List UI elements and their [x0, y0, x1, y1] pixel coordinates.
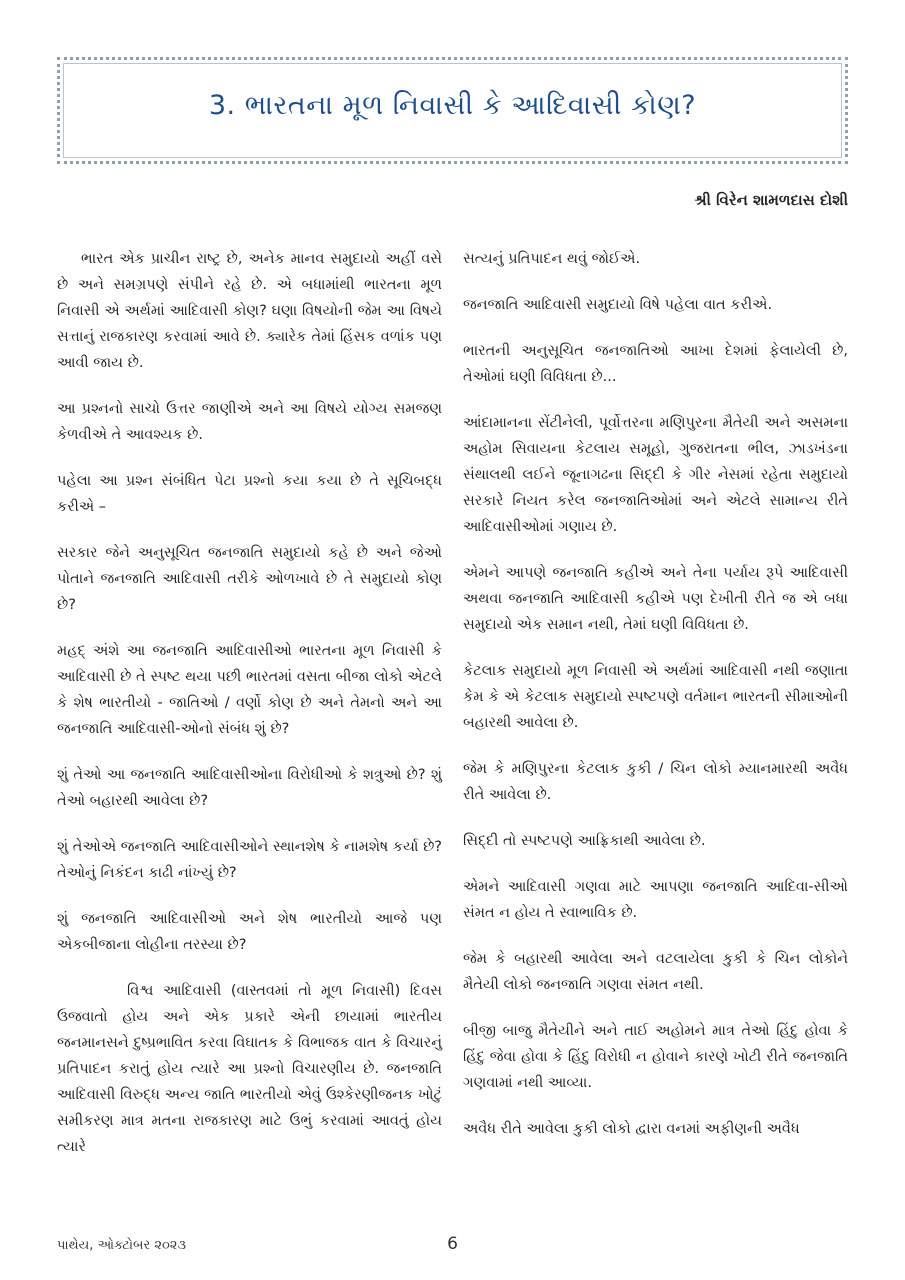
paragraph: કેટલાક સમુદાયો મૂળ નિવાસી એ અર્થમાં આદિવાસી નથી જણાતા કેમ કે એ કેટલાક સમુદાયો સ્પષ્ટપણે વર્તમાન ભારતની સીમાઓની બહારથી આવેલા છે. — [463, 663, 848, 731]
paragraph: શું જનજાતિ આદિવાસીઓ અને શેષ ભારતીયો આજે પણ એકબીજાના લોહીના તરસ્યા છે? — [57, 911, 442, 953]
paragraph: અવૈધ રીતે આવેલા કુકી લોકો દ્વારા વનમાં અફીણની અવૈધ — [463, 1121, 800, 1137]
paragraph: વિશ્વ આદિવાસી (વાસ્તવમાં તો મૂળ નિવાસી) દિવસ ઉજવાતો હોય અને એક પ્રકારે એની છાયામાં ભારતીય જનમાનસને દુષ્પ્રભાવિત કરવા વિઘાતક કે વિભાજક વાત કે વિચારનું પ્રતિપાદન કરાતું હોય ત્યારે આ પ્રશ્નો વિચારણીય છે. જનજાતિ આદિવાસી વિરુદ્ધ અન્ય જાતિ ભારતીયો એવું ઉશ્કેરણીજનક ખોટું સમીકરણ માત્ર મતના રાજકારણ માટે ઉભું કરવામાં આવતું હોય ત્યારે — [57, 983, 442, 1155]
page-number: 6 — [447, 1234, 458, 1254]
paragraph: સત્યનું પ્રતિપાદન થવું જોઈએ. — [463, 251, 641, 267]
paragraph: શું તેઓએ જનજાતિ આદિવાસીઓને સ્થાનશેષ કે નામશેષ કર્યા છે? તેઓનું નિકંદન કાઢી નાંખ્યું છે? — [57, 839, 442, 881]
paragraph: સિદ્દી તો સ્પષ્ટપણે આફ્રિકાથી આવેલા છે. — [463, 833, 706, 849]
paragraph: પહેલા આ પ્રશ્ન સંબંધિત પેટા પ્રશ્નો કયા કયા છે તે સૂચિબદ્ધ કરીએ – — [57, 473, 442, 515]
paragraph: એમને આપણે જનજાતિ કહીએ અને તેના પર્યાય રૂપે આદિવાસી અથવા જનજાતિ આદિવાસી કહીએ પણ દેખીતી રીતે જ એ બધા સમુદાયો એક સમાન નથી, તેમાં ઘણી વિવિધતા છે. — [463, 565, 848, 633]
paragraph: જેમ કે બહારથી આવેલા અને વટલાયેલા કુકી કે ચિન લોકોને મૈતેયી લોકો જનજાતિ ગણવા સંમત નથી. — [463, 951, 848, 993]
page-title: 3. ભારતના મૂળ નિવાસી કે આદિવાસી કોણ? — [208, 90, 697, 121]
paragraph: સરકાર જેને અનુસૂચિત જનજાતિ સમુદાયો કહે છે અને જેઓ પોતાને જનજાતિ આદિવાસી તરીકે ઓળખાવે છે તે સમુદાયો કોણ છે? — [57, 545, 442, 613]
author-name: શ્રી વિરેન શામળદાસ દોશી — [694, 191, 848, 209]
paragraph: ભારતની અનુસૂચિત જનજાતિઓ આખા દેશમાં ફેલાયેલી છે, તેઓમાં ઘણી વિવિધતા છે... — [463, 343, 848, 385]
title-box — [57, 57, 848, 164]
paragraph: જનજાતિ આદિવાસી સમુદાયો વિષે પહેલા વાત કરીએ. — [463, 297, 773, 313]
publication-footer: પાથેય, ઓક્ટોબર ૨૦૨૩ — [57, 1238, 187, 1253]
paragraph: મહદ્ અંશે આ જનજાતિ આદિવાસીઓ ભારતના મૂળ નિવાસી કે આદિવાસી છે તે સ્પષ્ટ થયા પછી ભારતમાં વસતા બીજા લોકો એટલે કે શેષ ભારતીયો - જાતિઓ / વર્ણો કોણ છે અને તેમનો અને આ જનજાતિ આદિવાસી-ઓનો સંબંધ શું છે? — [57, 643, 442, 737]
paragraph: ભારત એક પ્રાચીન રાષ્ટ્ર છે, અનેક માનવ સમુદાયો અહીં વસે છે અને સમગ્રપણે સંપીને રહે છે. એ બધામાંથી ભારતના મૂળ નિવાસી એ અર્થમાં આદિવાસી કોણ? ઘણા વિષયોની જેમ આ વિષયે સત્તાનું રાજકારણ કરવામાં આવે છે. ક્યારેક તેમાં હિંસક વળાંક પણ આવી જાય છે. — [57, 251, 442, 371]
paragraph: જેમ કે મણિપુરના કેટલાક કુકી / ચિન લોકો મ્યાનમારથી અવૈધ રીતે આવેલા છે. — [463, 761, 848, 803]
paragraph: આ પ્રશ્નનો સાચો ઉત્તર જાણીએ અને આ વિષયે યોગ્ય સમજણ કેળવીએ તે આવશ્યક છે. — [57, 401, 442, 443]
paragraph: આંદામાનના સેંટીનેલી, પૂર્વોત્તરના મણિપુરના મૈતેયી અને અસમના અહોમ સિવાયના કેટલાય સમૂહો, ગુજરાતના ભીલ, ઝાડખંડના સંથાલથી લઈને જૂનાગઢના સિદ્દી કે ગીર નેસમાં રહેતા સમુદાયો સરકારે નિયત કરેલ જનજાતિઓમાં અને એટલે સામાન્ય રીતે આદિવાસીઓમાં ગણાય છે. — [463, 415, 848, 535]
right-column — [463, 246, 848, 1162]
paragraph: બીજી બાજુ મૈતેયીને અને તાઈ અહોમને માત્ર તેઓ હિંદુ હોવા કે હિંદુ જેવા હોવા કે હિંદુ વિરોધી ન હોવાને કારણે ખોટી રીતે જનજાતિ ગણવામાં નથી આવ્યા. — [463, 1023, 848, 1091]
paragraph: શું તેઓ આ જનજાતિ આદિવાસીઓના વિરોધીઓ કે શત્રુઓ છે? શું તેઓ બહારથી આવેલા છે? — [57, 767, 442, 809]
left-column — [57, 246, 442, 1180]
paragraph: એમને આદિવાસી ગણવા માટે આપણા જનજાતિ આદિવા-સીઓ સંમત ન હોય તે સ્વાભાવિક છે. — [463, 879, 848, 921]
